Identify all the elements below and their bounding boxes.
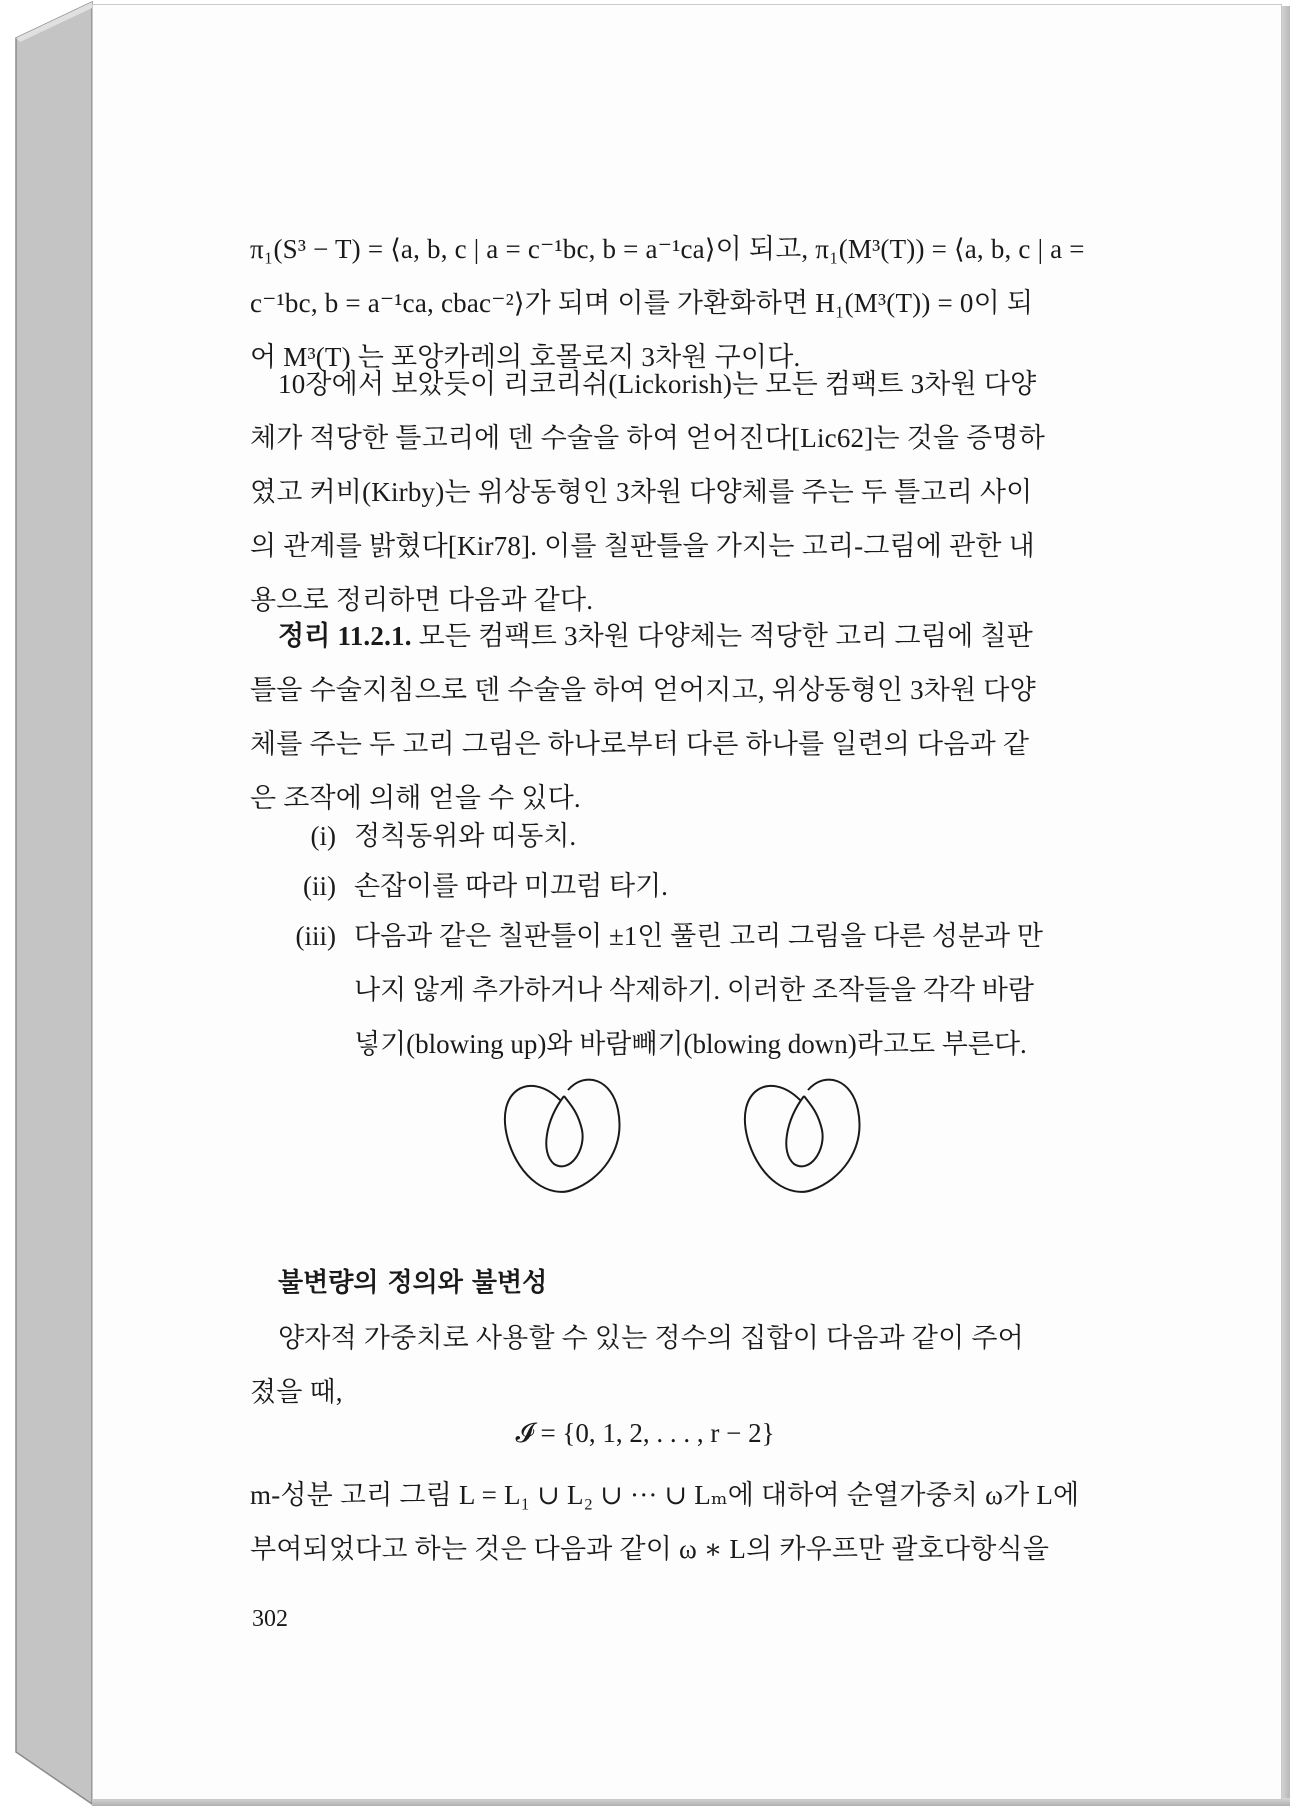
paragraph-line: 였고 커비(Kirby)는 위상동형인 3차원 다양체를 주는 두 틀고리 사이 bbox=[250, 477, 1033, 507]
paragraph-line: m-성분 고리 그림 L = L₁ ∪ L₂ ∪ ··· ∪ Lₘ에 대하여 순열가중치 ω가 L에 bbox=[250, 1480, 1080, 1510]
list-item-text: 다음과 같은 칠판틀이 ±1인 풀린 고리 그림을 다른 성분과 만 bbox=[354, 921, 1043, 951]
paragraph-line: 10장에서 보았듯이 리코리쉬(Lickorish)는 모든 컴팩트 3차원 다양 bbox=[278, 369, 1037, 399]
list-item-number: (ii) bbox=[303, 871, 336, 901]
list-item-number: (iii) bbox=[295, 921, 336, 951]
list-item-number: (i) bbox=[310, 821, 336, 851]
section-heading: 불변량의 정의와 불변성 bbox=[278, 1268, 548, 1298]
theorem-line: 은 조작에 의해 얻을 수 있다. bbox=[250, 783, 581, 813]
intro-line: π₁(S³ − T) = ⟨a, b, c | a = c⁻¹bc, b = a⁻¹ca⟩이 되고, π₁(M³(T)) = ⟨a, b, c | a = bbox=[250, 234, 1085, 264]
unknot-diagram-right bbox=[745, 1080, 860, 1192]
intro-line: 어 M³(T) 는 포앙카레의 호몰로지 3차원 구이다. bbox=[250, 342, 801, 372]
paragraph-line: 체가 적당한 틀고리에 덴 수술을 하여 얻어진다[Lic62]는 것을 증명하 bbox=[250, 423, 1046, 453]
intro-line: c⁻¹bc, b = a⁻¹ca, cbac⁻²⟩가 되며 이를 가환화하면 H₁(M³(T)) = 0이 되 bbox=[250, 288, 1034, 318]
theorem-line: 틀을 수술지침으로 덴 수술을 하여 얻어지고, 위상동형인 3차원 다양 bbox=[250, 675, 1036, 705]
theorem-text: 모든 컴팩트 3차원 다양체는 적당한 고리 그림에 칠판 bbox=[418, 621, 1033, 651]
paragraph-line: 의 관계를 밝혔다[Kir78]. 이를 칠판틀을 가지는 고리-그림에 관한 내 bbox=[250, 531, 1035, 561]
paragraph-line: 양자적 가중치로 사용할 수 있는 정수의 집합이 다음과 같이 주어 bbox=[278, 1323, 1024, 1353]
list-item bbox=[250, 859, 1150, 913]
theorem-block bbox=[250, 609, 1150, 825]
theorem-line: 체를 주는 두 고리 그림은 하나로부터 다른 하나를 일련의 다음과 같 bbox=[250, 729, 1030, 759]
list-item bbox=[250, 809, 1150, 863]
link-diagram-paragraph bbox=[250, 1468, 1150, 1576]
list-item-text: 정칙동위와 띠동치. bbox=[354, 821, 577, 851]
index-set-formula: 𝓘 = {0, 1, 2, . . . , r − 2} bbox=[515, 1418, 775, 1448]
list-item-text: 넣기(blowing up)와 바람빼기(blowing down)라고도 부른다. bbox=[354, 1029, 1027, 1059]
unknot-diagram-left bbox=[505, 1080, 620, 1192]
paragraph-line: 부여되었다고 하는 것은 다음과 같이 ω ∗ L의 카우프만 괄호다항식을 bbox=[250, 1534, 1050, 1564]
weights-paragraph bbox=[250, 1311, 1150, 1419]
list-item-text: 나지 않게 추가하거나 삭제하기. 이러한 조작들을 각각 바람 bbox=[354, 975, 1034, 1005]
unknot-diagrams bbox=[490, 1060, 890, 1210]
lickorish-kirby-paragraph bbox=[250, 357, 1150, 627]
theorem-label: 정리 11.2.1. bbox=[278, 621, 412, 651]
theorem-first-line bbox=[250, 609, 1150, 663]
list-item-text: 손잡이를 따라 미끄럼 타기. bbox=[354, 871, 668, 901]
paragraph-line: 졌을 때, bbox=[250, 1377, 343, 1407]
list-item bbox=[250, 909, 1150, 1071]
paragraph-line: 용으로 정리하면 다음과 같다. bbox=[250, 585, 594, 615]
page-number: 302 bbox=[252, 1606, 288, 1632]
